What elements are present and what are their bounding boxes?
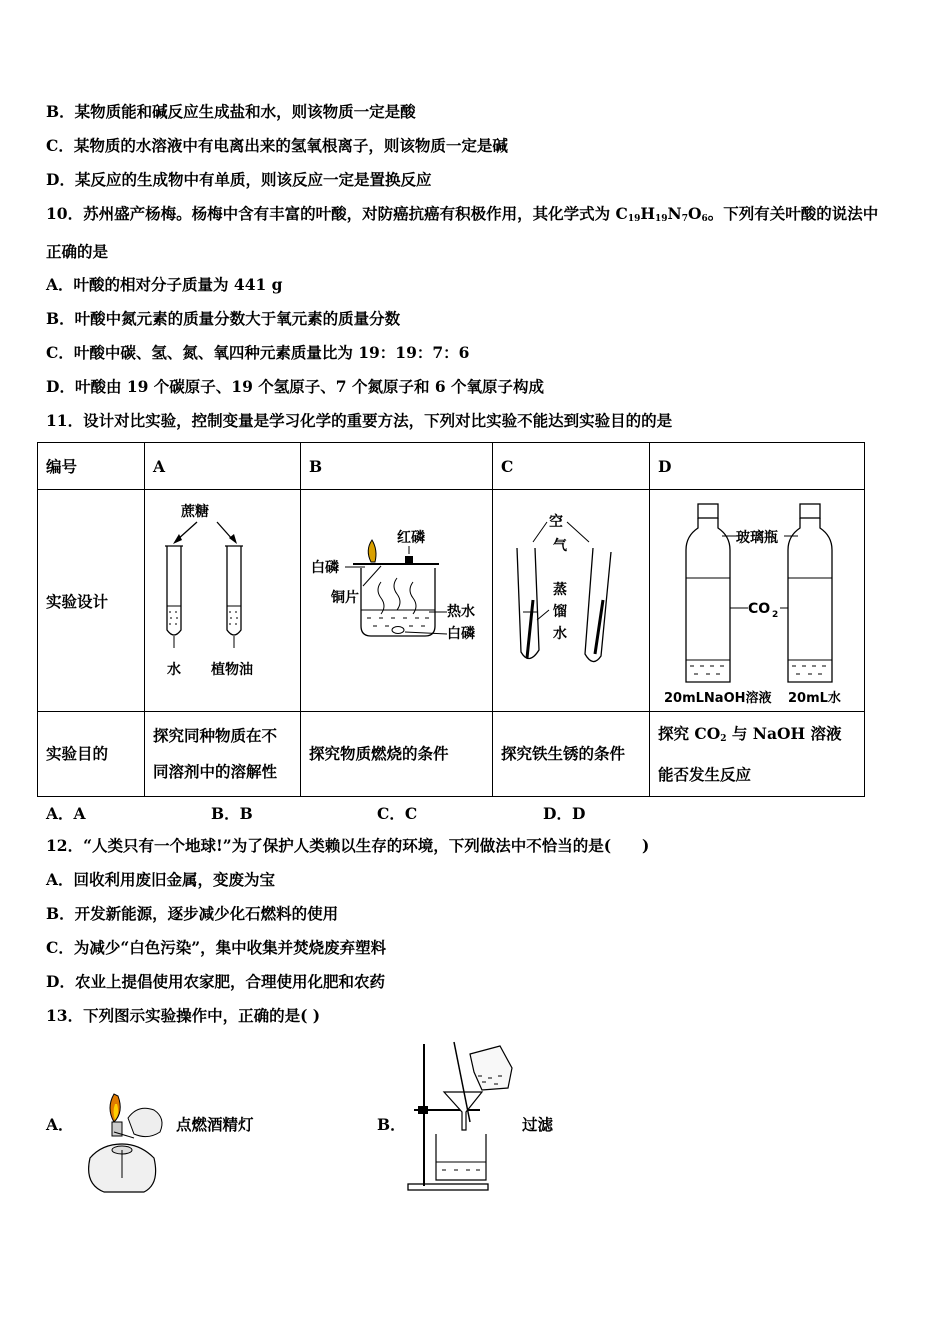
white-phosphorus-bottom-label: 白磷 — [447, 626, 475, 642]
figure-a-cell — [145, 490, 301, 712]
q12-option-d: D．农业上提倡使用农家肥，合理使用化肥和农药 — [46, 972, 385, 991]
header-cell: 编号 — [38, 443, 145, 490]
experiment-table — [37, 442, 865, 797]
q13-option-a-label: 点燃酒精灯 — [176, 1115, 254, 1134]
q9-option-b: B．某物质能和碱反应生成盐和水，则该物质一定是酸 — [46, 102, 416, 121]
sugar-dissolve-figure — [145, 490, 301, 711]
header-cell: A — [145, 443, 301, 490]
distilled-label-3: 水 — [553, 626, 567, 642]
air-label-2: 气 — [553, 538, 567, 554]
q9-option-d: D．某反应的生成物中有单质，则该反应一定是置换反应 — [46, 170, 432, 189]
q11-option-c: C．C — [377, 804, 418, 823]
sugar-label: 蔗糖 — [181, 504, 209, 520]
q11-option-a: A．A — [46, 804, 86, 823]
q12-stem: 12．“人类只有一个地球!”为了保护人类赖以生存的环境，下列做法中不恰当的是( ) — [46, 836, 650, 855]
row-label-design: 实验设计 — [38, 490, 145, 712]
table-design-row — [38, 490, 865, 712]
purpose-d: 探究 $CO_2$ 与 NaOH 溶液能否发生反应 — [650, 712, 865, 797]
distilled-label-1: 蒸 — [553, 582, 567, 598]
q10-option-b: B．叶酸中氮元素的质量分数大于氧元素的质量分数 — [46, 309, 401, 328]
combustion-figure — [301, 490, 493, 711]
figure-c-cell — [493, 490, 650, 712]
q11-option-b: B．B — [211, 804, 253, 823]
q10-stem-cont: 正确的是 — [46, 242, 109, 261]
oil-label: 植物油 — [211, 662, 253, 678]
naoh-solution-label: 20mLNaOH溶液 — [664, 691, 772, 706]
table-purpose-row — [38, 712, 865, 797]
rust-figure — [493, 490, 650, 711]
q12-option-c: C．为减少“白色污染”，集中收集并焚烧废弃塑料 — [46, 938, 387, 957]
white-phosphorus-top-label: 白磷 — [311, 560, 339, 576]
copper-label: 铜片 — [331, 590, 359, 606]
distilled-label-2: 馏 — [553, 604, 567, 620]
q12-option-b: B．开发新能源，逐步减少化石燃料的使用 — [46, 904, 339, 923]
purpose-c: 探究铁生锈的条件 — [493, 712, 650, 797]
red-phosphorus-label: 红磷 — [397, 530, 425, 546]
q13-option-a-letter: A． — [46, 1115, 74, 1134]
figure-d-cell — [650, 490, 865, 712]
water-label: 水 — [167, 662, 181, 678]
purpose-b: 探究物质燃烧的条件 — [301, 712, 493, 797]
alcohol-lamp-icon — [74, 1088, 174, 1196]
co2-bottle-figure — [650, 490, 865, 711]
header-cell: D — [650, 443, 865, 490]
q10-option-a: A．叶酸的相对分子质量为 441 g — [46, 275, 283, 294]
table-header-row — [38, 443, 865, 490]
header-cell: B — [301, 443, 493, 490]
air-label-1: 空 — [549, 514, 563, 530]
filtration-icon — [404, 1038, 520, 1194]
purpose-a: 探究同种物质在不同溶剂中的溶解性 — [145, 712, 301, 797]
q11-stem: 11．设计对比实验，控制变量是学习化学的重要方法，下列对比实验不能达到实验目的的是 — [46, 411, 673, 430]
q13-option-b-letter: B． — [377, 1115, 406, 1134]
q13-stem: 13．下列图示实验操作中，正确的是( ) — [46, 1006, 321, 1025]
q10-option-c: C．叶酸中碳、氢、氮、氧四种元素质量比为 19：19：7：6 — [46, 343, 470, 362]
figure-b-cell — [301, 490, 493, 712]
q9-option-c: C．某物质的水溶液中有电离出来的氢氧根离子，则该物质一定是碱 — [46, 136, 508, 155]
header-cell: C — [493, 443, 650, 490]
q11-option-d: D．D — [543, 804, 586, 823]
co2-label: CO — [748, 601, 771, 617]
q12-option-a: A．回收利用废旧金属，变废为宝 — [46, 870, 276, 889]
water-20ml-label: 20mL水 — [788, 691, 841, 706]
hot-water-label: 热水 — [447, 604, 475, 620]
q10-option-d: D．叶酸由 19 个碳原子、19 个氢原子、7 个氮原子和 6 个氧原子构成 — [46, 377, 545, 396]
glass-bottle-label: 玻璃瓶 — [736, 530, 778, 546]
q13-option-b-label: 过滤 — [522, 1115, 554, 1134]
row-label-purpose: 实验目的 — [38, 712, 145, 797]
co2-subscript: 2 — [772, 610, 779, 620]
q10-stem: 10．苏州盛产杨梅。杨梅中含有丰富的叶酸，对防癌抗癌有积极作用，其化学式为 $C_{19}H_{19}N_7O_6$。下列有关叶酸的说法中 — [46, 204, 879, 224]
